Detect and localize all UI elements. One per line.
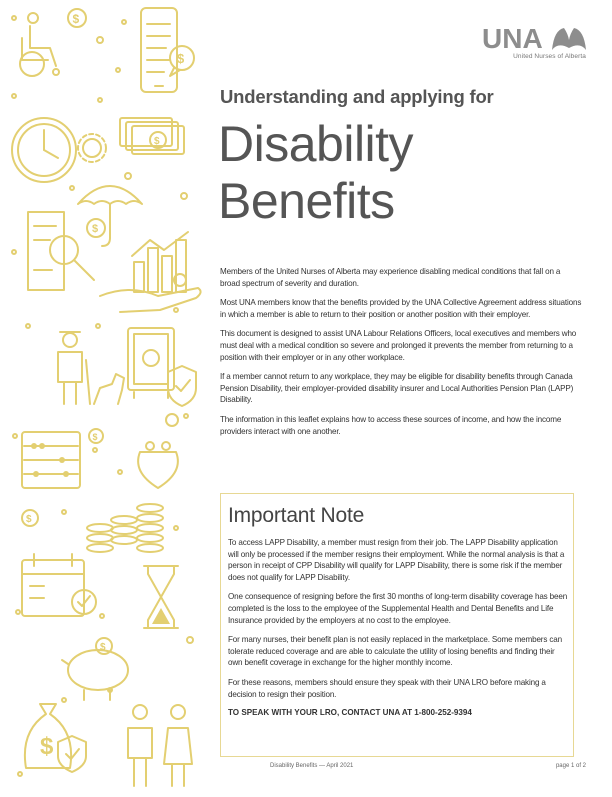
dollar-umbrella-icon [78, 186, 142, 246]
intro-paragraph: If a member cannot return to any workplace, they may be eligible for disability benefits through Canada Pension Disability, their employer-provided disability insurer and Local Authorities Pension Plan (LAPP) Disability. [220, 372, 574, 405]
wheelchair-icon [20, 13, 59, 76]
contact-callout: TO SPEAK WITH YOUR LRO, CONTACT UNA AT 1-800-252-9394 [228, 708, 472, 718]
decorative-icon-column [0, 0, 205, 792]
note-paragraph: To access LAPP Disability, a member must resign from their job. The LAPP Disability application will only be processed if the member resigns their employment. While the normal analysis is that a person in receipt of CPP Disability will qualify for LAPP Disability, there is some risk if the member does not qualify for LAPP Disability. [228, 538, 565, 582]
una-logo-mark [482, 24, 586, 52]
elderly-person-icon [58, 332, 90, 404]
intro-paragraph: Members of the United Nurses of Alberta may experience disabling medical conditions that fall on a broad spectrum of severity and duration. [220, 267, 561, 288]
intro-paragraph: This document is designed to assist UNA Labour Relations Officers, local executives and members who must deal with a medical condition so severe and prolonged it prevents the member from returning to a position with their employer or in any other workplace. [220, 329, 577, 362]
una-logo [482, 24, 586, 60]
intro-paragraph: The information in this leaflet explains how to access these sources of income, and how the income providers interact with one another. [220, 414, 562, 436]
calendar-icon [22, 554, 96, 616]
important-note-box [220, 493, 574, 757]
intro-section [220, 266, 582, 445]
svg-text:$: $ [40, 733, 54, 760]
gear-icon [78, 134, 106, 162]
svg-text:$: $ [100, 642, 106, 653]
logo-subtitle: United Nurses of Alberta [513, 53, 586, 60]
smartphone-icon [141, 8, 177, 92]
page-title [218, 116, 413, 230]
svg-text:$: $ [177, 51, 185, 66]
hourglass-icon [144, 566, 178, 628]
note-paragraph: For these reasons, members should ensure they speak with their UNA LRO before making a decision to resign their position. [228, 677, 546, 699]
page-title-line-1: Disability [218, 116, 414, 172]
footer-page-number: page 1 of 2 [555, 763, 586, 769]
svg-text:$: $ [92, 223, 99, 235]
money-bag-icon [25, 704, 71, 768]
clock-icon [12, 118, 76, 182]
piggy-bank-icon [62, 638, 128, 700]
coin-purse-icon [138, 414, 178, 488]
shield-icon [168, 366, 196, 406]
note-paragraph: One consequence of resigning before the first 30 months of long-term disability coverage has been completed is the loss to the employee of the Supplemental Health and Dental Benefits and Life Insurance provided by the employers at no cost to the employee. [228, 592, 568, 625]
page-kicker: Understanding and applying for [220, 86, 494, 107]
svg-text:$: $ [92, 432, 98, 442]
document-magnifier-icon [28, 212, 94, 290]
note-paragraph: For many nurses, their benefit plan is not easily replaced in the marketplace. Some members can tolerate reduced coverage and are able to calculate the utility of losing benefits and finding their own benefit coverage in exchange for the higher monthly income. [228, 635, 562, 668]
intro-paragraph: Most UNA members know that the benefits provided by the UNA Collective Agreement address situations in which a member is able to return to their position or another position with their employer. [220, 298, 582, 319]
speech-bubble-dollar-icon [170, 46, 194, 76]
important-note-title: Important Note [228, 504, 365, 527]
banknotes-icon [120, 118, 184, 154]
logo-text: UNA [482, 24, 543, 52]
page-title-line-2: Benefits [218, 173, 395, 229]
svg-text:$: $ [72, 12, 80, 26]
footer-document-title: Disability Benefits — April 2021 [270, 763, 354, 769]
elderly-couple-icon [128, 705, 192, 786]
svg-text:$: $ [26, 514, 32, 525]
svg-text:$: $ [154, 136, 160, 147]
decorative-dots [12, 16, 193, 776]
coin-stack-icon [87, 504, 163, 552]
dollar-coin-icon [68, 9, 86, 27]
bar-chart-icon [132, 232, 188, 292]
dog-icon [94, 374, 124, 404]
abacus-icon [22, 432, 80, 488]
